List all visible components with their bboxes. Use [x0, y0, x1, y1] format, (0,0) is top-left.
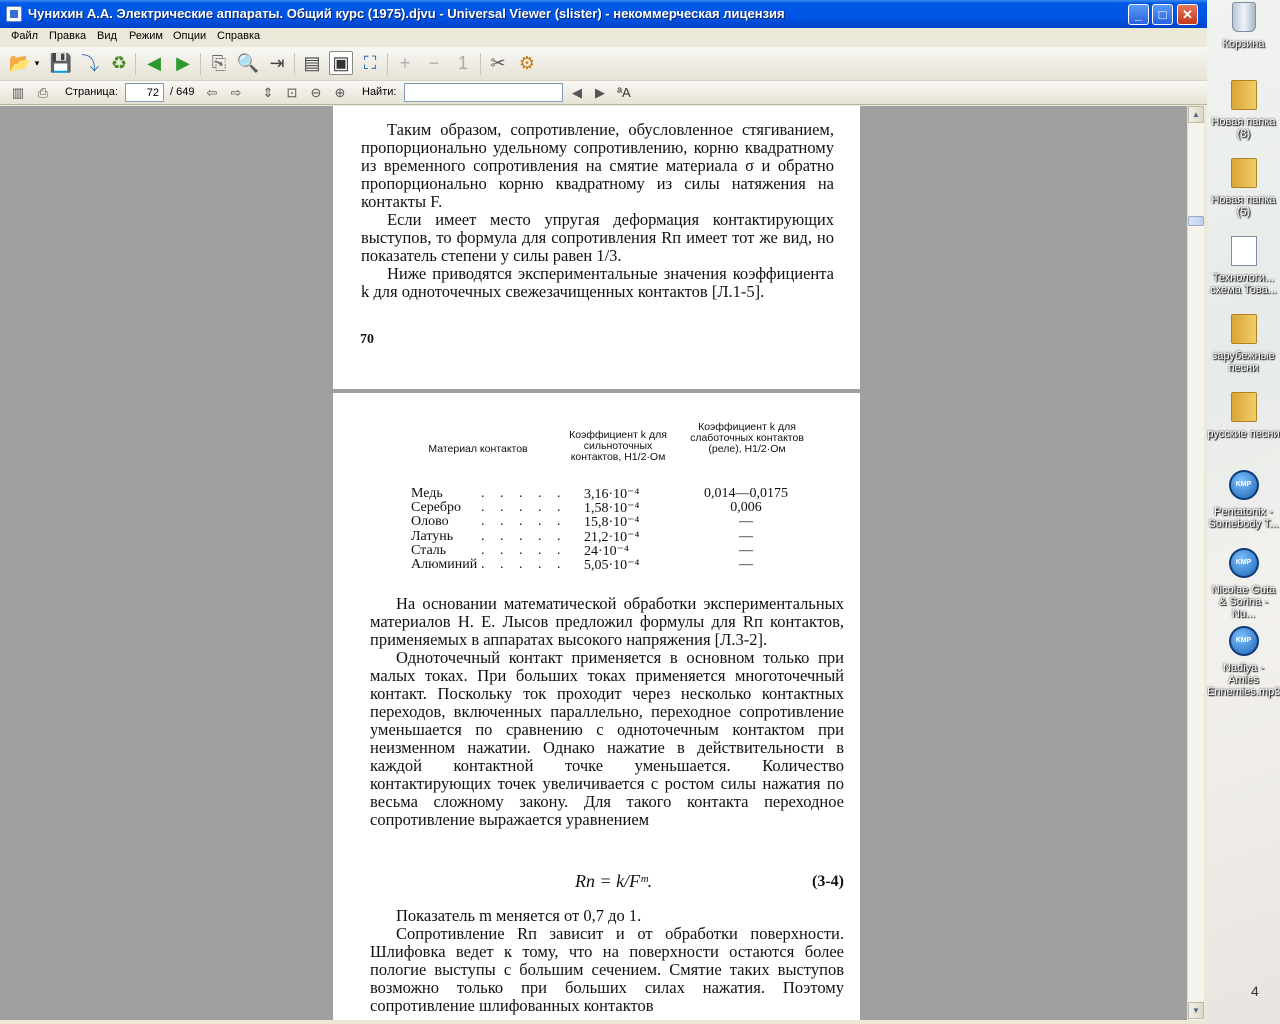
menu-mode[interactable]: Режим: [129, 30, 163, 42]
desktop-icon-label: зарубежные песни: [1212, 350, 1275, 374]
desktop-icon-folder[interactable]: [1207, 392, 1280, 440]
find-next-icon[interactable]: ▶: [595, 84, 605, 100]
leader-dots: . . . . .: [481, 543, 567, 558]
desktop-icon-label: Корзина: [1222, 38, 1265, 50]
page71-text-b: [370, 907, 844, 1015]
formula-number: (3-4): [812, 873, 844, 890]
menu-options[interactable]: Опции: [173, 30, 207, 42]
page-label: Страница:: [65, 86, 118, 98]
document-viewport[interactable]: [0, 106, 1187, 1020]
menu-help[interactable]: Справка: [217, 30, 261, 42]
table-row: [411, 514, 831, 528]
print-icon[interactable]: ⎙: [37, 84, 49, 100]
maximize-button[interactable]: □: [1152, 4, 1173, 25]
table-row: [411, 543, 831, 557]
cell-material: Серебро: [411, 500, 462, 515]
table-row: [411, 486, 831, 500]
paragraph: На основании математической обработки экспериментальных материалов Н. Е. Лысов предложил формулы для Rп контактов, применяемых в аппаратах высокого напряжения [Л.3-2].: [370, 594, 844, 649]
desktop-icon-folder[interactable]: [1207, 158, 1280, 218]
main-toolbar: [0, 47, 1207, 81]
table-header-material: Материал контактов: [428, 443, 528, 455]
cell-strong: 1,58·10⁻⁴: [584, 501, 640, 516]
minimize-button[interactable]: _: [1128, 4, 1149, 25]
recycle-bin-icon: [1232, 2, 1256, 32]
table-header-weak: Коэффициент k для слаботочных контактов (реле), Н1/2·Ом: [690, 421, 804, 455]
page-total: / 649: [170, 86, 195, 98]
forward-arrow-icon[interactable]: ▶: [176, 52, 190, 73]
actual-size-icon[interactable]: 1: [457, 52, 468, 73]
desktop-icon-media[interactable]: [1207, 470, 1280, 530]
leader-dots: . . . . .: [481, 514, 567, 529]
document-icon: [1231, 236, 1257, 266]
recycle-icon[interactable]: ♻: [110, 52, 128, 73]
cell-strong: 24·10⁻⁴: [584, 544, 629, 559]
folder-icon: [1231, 392, 1257, 422]
cell-strong: 15,8·10⁻⁴: [584, 515, 640, 530]
desktop-icon-folder[interactable]: [1207, 80, 1280, 140]
plugins-icon[interactable]: ⚙: [518, 52, 536, 73]
fit-window-icon[interactable]: ▣: [329, 51, 353, 75]
menu-view[interactable]: Вид: [97, 30, 117, 42]
coefficient-table: [333, 393, 860, 593]
cell-weak: 0,014—0,0175: [704, 486, 788, 501]
sidebar-toggle-icon[interactable]: ▤: [303, 52, 321, 73]
desktop-icon-label: Технологи... схема Това...: [1210, 272, 1277, 296]
save-icon[interactable]: 💾: [49, 52, 73, 73]
table-row: [411, 500, 831, 514]
fit-width-icon[interactable]: ⇕: [262, 84, 274, 100]
sidebar-small-icon[interactable]: ▥: [11, 84, 25, 100]
paragraph: Таким образом, сопротивление, обусловленное стягиванием, пропорционально удельному сопротивлению, корню квадратному из временного сопротивления на смятие материала σ и обратно пропорционально корню квадратному из силы натяжения на контакты F.: [361, 120, 834, 211]
document-page-70: [333, 106, 860, 389]
page71-text-a: [370, 595, 844, 829]
formula: Rп = k/Fᵐ.: [575, 871, 653, 891]
cell-strong: 21,2·10⁻⁴: [584, 530, 640, 545]
leader-dots: . . . . .: [481, 557, 567, 572]
page70-text: [361, 121, 834, 301]
find-prev-icon[interactable]: ◀: [572, 84, 582, 100]
settings-tools-icon[interactable]: ✂: [490, 52, 506, 73]
zoom-in-icon[interactable]: +: [399, 52, 411, 73]
open-dropdown-icon[interactable]: ▾: [34, 57, 40, 68]
menu-edit[interactable]: Правка: [49, 30, 87, 42]
table-row: [411, 557, 831, 571]
zoom-out-icon[interactable]: −: [428, 52, 440, 73]
paragraph: Ниже приводятся экспериментальные значения коэффициента k для одноточечных свежезачищенных контактов [Л.1-5].: [361, 264, 834, 301]
desktop-icon-label: русские песни: [1207, 428, 1280, 440]
media-player-icon: KMP: [1229, 548, 1259, 578]
find-input[interactable]: [404, 83, 563, 102]
open-folder-icon[interactable]: 📂: [8, 52, 32, 73]
paragraph: Показатель m меняется от 0,7 до 1.: [396, 906, 642, 925]
document-page-71: [333, 393, 860, 1020]
fit-page-icon[interactable]: ⊡: [286, 84, 298, 100]
cell-weak: 0,006: [730, 500, 762, 515]
table-header-strong: Коэффициент k для сильноточных контактов, Н1/2·Ом: [569, 429, 667, 463]
fullscreen-icon[interactable]: ⛶: [363, 52, 377, 73]
copy-icon[interactable]: ⎘: [211, 52, 227, 73]
cell-strong: 5,05·10⁻⁴: [584, 558, 640, 573]
scroll-down-icon[interactable]: ▼: [1188, 1002, 1204, 1019]
menu-bar: [0, 28, 1207, 47]
zoom-out-small-icon[interactable]: ⊖: [310, 84, 322, 100]
leader-dots: . . . . .: [481, 486, 567, 501]
vertical-scrollbar[interactable]: [1187, 106, 1204, 1020]
title-bar[interactable]: [0, 0, 1207, 28]
paragraph: Сопротивление Rп зависит и от обработки поверхности. Шлифовка ведет к тому, что на поверхности остаются более пологие выступы с большим сечением. Смятие таких выступов возможно только при больших силах нажатия. Поэтому сопротивление шлифованных контактов: [370, 924, 844, 1015]
desktop-icon-document[interactable]: [1207, 236, 1280, 296]
desktop-area: [1207, 0, 1280, 1024]
back-arrow-icon[interactable]: ◀: [147, 52, 161, 73]
cell-material: Алюминий: [411, 557, 478, 572]
separator: [387, 53, 388, 75]
cell-weak: —: [739, 514, 753, 529]
app-icon: [6, 6, 22, 22]
desktop-icon-label: Nicolae Guta & Sorina - Nu...: [1211, 584, 1276, 620]
desktop-icon-label: Новая папка (5): [1211, 194, 1276, 218]
scroll-up-icon[interactable]: ▲: [1188, 106, 1204, 123]
leader-dots: . . . . .: [481, 529, 567, 544]
page-toolbar: [0, 81, 1207, 105]
match-case-icon[interactable]: ªA: [617, 85, 631, 100]
find-label: Найти:: [362, 86, 397, 98]
folder-icon: [1231, 158, 1257, 188]
separator: [135, 53, 136, 75]
zoom-in-small-icon[interactable]: ⊕: [334, 84, 346, 100]
cell-material: Сталь: [411, 543, 447, 558]
desktop-icon-label: Nadiya - Amies Ennemies.mp3: [1207, 662, 1280, 698]
window-title: Чунихин А.А. Электрические аппараты. Общий курс (1975).djvu - Universal Viewer (slister) - некоммерческая лицензия: [28, 6, 785, 21]
desktop-icon-label: Pentatonix - Somebody T...: [1208, 506, 1279, 530]
cell-strong: 3,16·10⁻⁴: [584, 487, 640, 502]
desktop-icon-label: Новая папка (8): [1211, 116, 1276, 140]
cell-weak: —: [739, 543, 753, 558]
desktop-icon-media[interactable]: [1207, 548, 1280, 620]
media-player-icon: KMP: [1229, 626, 1259, 656]
goto-page-icon[interactable]: ⇥: [269, 52, 285, 73]
folder-icon: [1231, 80, 1257, 110]
paragraph: Одноточечный контакт применяется в основном только при малых токах. При больших токах применяется многоточечный контакт. Поскольку ток проходит через несколько контактных переходов, включенных параллельно, переходное сопротивление уменьшается по сравнению с одноточечным контактом при неизменном нажатии. Однако нажатие в действительности в каждой контактной точке уменьшается. Количество контактирующих точек увеличивается с ростом силы нажатия по весьма сложному закону. Для такого контакта переходное сопротивление выражается уравнением: [370, 648, 844, 829]
leader-dots: . . . . .: [481, 500, 567, 515]
desktop-icon-recycle-bin[interactable]: [1207, 2, 1280, 50]
paragraph: Если имеет место упругая деформация контактирующих выступов, то формула для сопротивления Rп имеет тот же вид, но показатель степени у силы равен 1/3.: [361, 210, 834, 265]
cell-weak: —: [739, 557, 753, 572]
separator: [480, 53, 481, 75]
menu-file[interactable]: Файл: [11, 30, 39, 42]
separator: [200, 53, 201, 75]
prev-page-icon[interactable]: ⇦: [206, 84, 218, 100]
close-button[interactable]: ✕: [1177, 4, 1198, 25]
next-page-icon[interactable]: ⇨: [230, 84, 242, 100]
desktop-corner-text: 4: [1251, 983, 1259, 999]
cell-material: Латунь: [411, 529, 454, 544]
save-as-icon[interactable]: ⤵: [81, 54, 99, 74]
folder-icon: [1231, 314, 1257, 344]
desktop-icon-folder[interactable]: [1207, 314, 1280, 374]
scroll-thumb[interactable]: [1188, 216, 1204, 226]
cell-material: Олово: [411, 514, 449, 529]
separator: [294, 53, 295, 75]
page-number: 70: [360, 332, 374, 347]
cell-weak: —: [739, 529, 753, 544]
cell-material: Медь: [411, 486, 443, 501]
print-preview-icon[interactable]: 🔍: [236, 52, 260, 73]
media-player-icon: KMP: [1229, 470, 1259, 500]
desktop-icon-media[interactable]: [1207, 626, 1280, 698]
table-row: [411, 529, 831, 543]
page-number-input[interactable]: [125, 83, 164, 102]
